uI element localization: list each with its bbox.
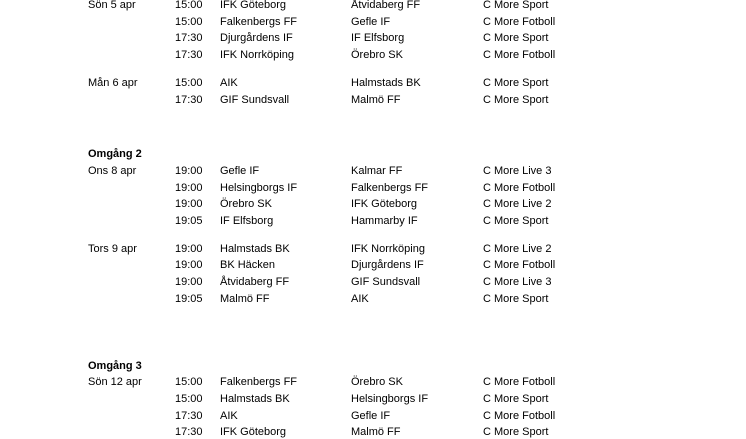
match-time: 17:30	[175, 93, 203, 106]
away-team: IFK Norrköping	[351, 242, 425, 255]
round-heading: Omgång 2	[88, 148, 142, 161]
home-team: AIK	[220, 409, 238, 422]
away-team: IF Elfsborg	[351, 32, 405, 45]
tv-channel: C More Live 3	[483, 164, 552, 177]
match-day: Sön 12 apr	[88, 376, 142, 389]
tv-channel: C More Sport	[483, 392, 549, 405]
match-row	[0, 48, 746, 62]
tv-channel: C More Fotboll	[483, 259, 556, 272]
match-row	[0, 31, 746, 45]
match-row	[0, 425, 746, 439]
tv-channel: C More Fotboll	[483, 376, 556, 389]
tv-channel: C More Live 2	[483, 198, 552, 211]
match-row	[0, 258, 746, 272]
match-time: 15:00	[175, 376, 203, 389]
match-time: 19:00	[175, 259, 203, 272]
match-row	[0, 15, 746, 29]
away-team: Falkenbergs FF	[351, 181, 429, 194]
round-heading: Omgång 3	[88, 359, 142, 372]
home-team: AIK	[220, 76, 238, 89]
match-day: Tors 9 apr	[88, 242, 137, 255]
home-team: IFK Göteborg	[220, 0, 287, 11]
home-team: Falkenbergs FF	[220, 376, 298, 389]
match-row	[0, 275, 746, 289]
away-team: AIK	[351, 292, 369, 305]
home-team: BK Häcken	[220, 259, 276, 272]
home-team: IFK Norrköping	[220, 49, 294, 62]
match-time: 17:30	[175, 49, 203, 62]
match-row	[0, 197, 746, 211]
away-team: Åtvidaberg FF	[351, 0, 421, 11]
tv-channel: C More Fotboll	[483, 15, 556, 28]
match-row	[0, 0, 746, 12]
tv-channel: C More Sport	[483, 292, 549, 305]
match-day: Sön 5 apr	[88, 0, 136, 11]
match-row	[0, 375, 746, 389]
home-team: IFK Göteborg	[220, 426, 287, 439]
match-row	[0, 292, 746, 306]
match-time: 19:00	[175, 276, 203, 289]
away-team: Malmö FF	[351, 93, 401, 106]
home-team: Malmö FF	[220, 292, 270, 305]
match-time: 19:00	[175, 181, 203, 194]
match-time: 19:00	[175, 242, 203, 255]
home-team: Djurgårdens IF	[220, 32, 293, 45]
match-time: 15:00	[175, 0, 203, 11]
tv-channel: C More Fotboll	[483, 409, 556, 422]
tv-channel: C More Fotboll	[483, 49, 556, 62]
away-team: Gefle IF	[351, 409, 391, 422]
away-team: Helsingborgs IF	[351, 392, 429, 405]
away-team: Örebro SK	[351, 49, 403, 62]
away-team: Djurgårdens IF	[351, 259, 424, 272]
away-team: Kalmar FF	[351, 164, 403, 177]
match-time: 15:00	[175, 392, 203, 405]
away-team: Gefle IF	[351, 15, 391, 28]
home-team: Halmstads BK	[220, 242, 290, 255]
match-day: Mån 6 apr	[88, 76, 138, 89]
match-row	[0, 164, 746, 178]
match-row	[0, 392, 746, 406]
tv-channel: C More Sport	[483, 32, 549, 45]
tv-channel: C More Fotboll	[483, 181, 556, 194]
match-time: 15:00	[175, 15, 203, 28]
match-row	[0, 181, 746, 195]
match-time: 17:30	[175, 32, 203, 45]
match-time: 19:05	[175, 215, 203, 227]
home-team: Helsingborgs IF	[220, 181, 298, 194]
match-day: Ons 8 apr	[88, 164, 137, 177]
away-team: Malmö FF	[351, 426, 401, 439]
home-team: Halmstads BK	[220, 392, 290, 405]
tv-channel: C More Live 2	[483, 242, 552, 255]
home-team: IF Elfsborg	[220, 215, 274, 227]
match-time: 19:00	[175, 198, 203, 211]
home-team: Falkenbergs FF	[220, 15, 298, 28]
match-time: 17:30	[175, 409, 203, 422]
match-time: 19:00	[175, 164, 203, 177]
tv-channel: C More Sport	[483, 76, 549, 89]
away-team: Hammarby IF	[351, 215, 418, 227]
match-row	[0, 242, 746, 256]
tv-channel: C More Sport	[483, 215, 549, 227]
tv-channel: C More Sport	[483, 93, 549, 106]
home-team: Gefle IF	[220, 164, 260, 177]
away-team: Örebro SK	[351, 376, 403, 389]
match-row	[0, 76, 746, 90]
away-team: IFK Göteborg	[351, 198, 418, 211]
away-team: Halmstads BK	[351, 76, 421, 89]
home-team: Åtvidaberg FF	[220, 276, 290, 289]
match-row	[0, 214, 746, 228]
tv-channel: C More Sport	[483, 0, 549, 11]
match-time: 15:00	[175, 76, 203, 89]
tv-channel: C More Sport	[483, 426, 549, 439]
tv-channel: C More Live 3	[483, 276, 552, 289]
match-time: 17:30	[175, 426, 203, 439]
away-team: GIF Sundsvall	[351, 276, 421, 289]
match-time: 19:05	[175, 292, 203, 305]
home-team: Örebro SK	[220, 198, 272, 211]
match-row	[0, 409, 746, 423]
match-row	[0, 93, 746, 107]
home-team: GIF Sundsvall	[220, 93, 290, 106]
